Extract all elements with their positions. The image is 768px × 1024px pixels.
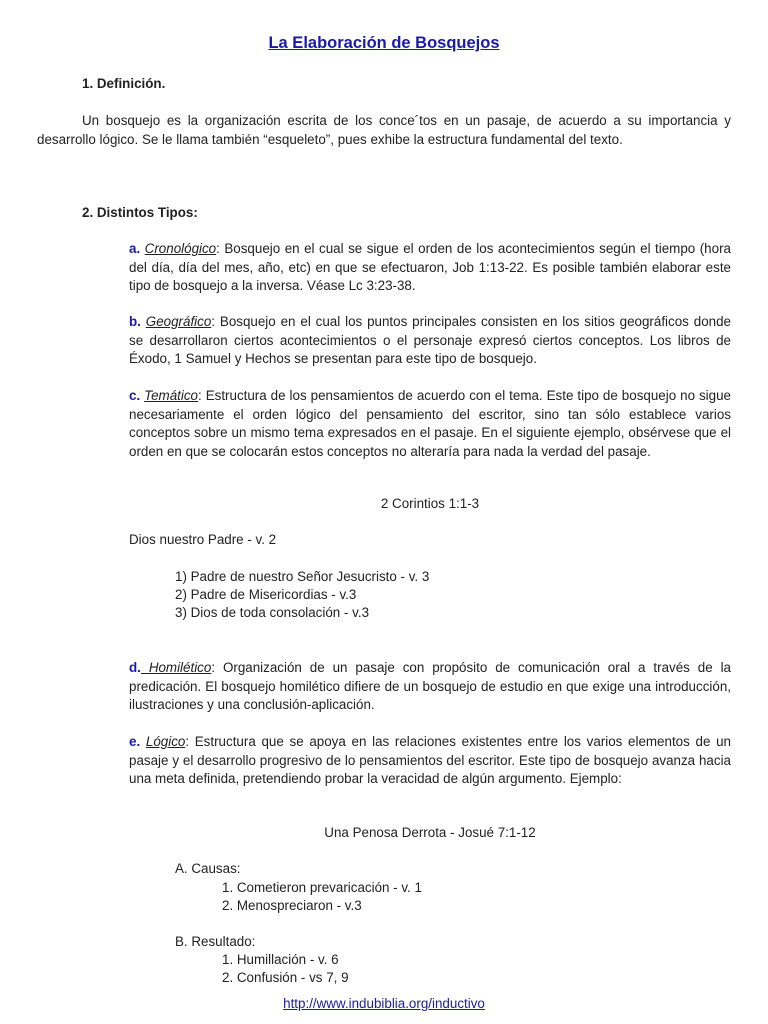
type-e-paragraph [129, 733, 731, 789]
example-1-item: 2) Padre de Misericordias - v.3 [175, 587, 357, 602]
example-1-main: Dios nuestro Padre - v. 2 [129, 532, 277, 547]
type-c-paragraph [129, 387, 731, 461]
example-2-reference: Una Penosa Derrota - Josué 7:1-12 [324, 825, 536, 840]
example-2-section-b: B. Resultado: [175, 934, 256, 949]
type-b-label: b. [129, 314, 141, 329]
example-1-item: 3) Dios de toda consolación - v.3 [175, 605, 370, 620]
type-c-term: Temático [144, 388, 198, 403]
type-e-text: : Estructura que se apoya en las relaciones existentes entre los varios elementos de un pasaje y el desarrollo progresivo de lo pensamientos del escritor. Este tipo de bosquejo avanza hacia una meta definida, pretendiendo probar la veracidad de algún argumento. Ejemplo: [129, 734, 731, 786]
type-e-label: e. [129, 734, 141, 749]
example-2-section-a: A. Causas: [175, 861, 241, 876]
section-1-heading: 1. Definición. [82, 76, 166, 91]
type-a-label: a. [129, 241, 141, 256]
example-2-item: 2. Menospreciaron - v.3 [222, 898, 362, 913]
type-b-paragraph [129, 313, 731, 369]
example-1-item: 1) Padre de nuestro Señor Jesucristo - v. 3 [175, 569, 430, 584]
type-c-text: : Estructura de los pensamientos de acuerdo con el tema. Este tipo de bosquejo no sigue necesariamente el orden lógico del pensamiento del escritor, sino tan sólo establece varios conceptos sobre un mismo tema expresados en el pasaje. En el siguiente ejemplo, obsérvese que el orden en que se colocarán estos conceptos no alteraría para nada la verdad del pasaje. [129, 388, 731, 459]
type-d-term: Homilético [140, 660, 212, 675]
type-c-label: c. [129, 388, 141, 403]
type-d-text: : Organización de un pasaje con propósito de comunicación oral a través de la predicación. El bosquejo homilético difiere de un bosquejo de estudio en que exige una introducción, ilustraciones y una conclusión-aplicación. [129, 660, 731, 712]
example-2-item: 1. Humillación - v. 6 [222, 952, 339, 967]
page-title: La Elaboración de Bosquejos [268, 34, 500, 52]
definition-text: Un bosquejo es la organización escrita de los conce´tos en un pasaje, de acuerdo a su importancia y desarrollo lógico. Se le llama también “esqueleto”, pues exhibe la estructura fundamental del texto. [37, 113, 731, 147]
type-d-label: d. [129, 660, 141, 675]
example-2-item: 1. Cometieron prevaricación - v. 1 [222, 880, 422, 895]
type-b-term: Geográfico [145, 314, 212, 329]
section-2-heading: 2. Distintos Tipos: [82, 205, 198, 220]
type-a-paragraph [129, 240, 731, 296]
example-2-item: 2. Confusión - vs 7, 9 [222, 970, 349, 985]
type-e-term: Lógico [145, 734, 186, 749]
footer-link[interactable]: http://www.indubiblia.org/inductivo [283, 996, 485, 1011]
type-a-text: : Bosquejo en el cual se sigue el orden de los acontecimientos según el tiempo (hora del día, día del mes, año, etc) en que se efectuaron, Job 1:13-22. Es posible también elaborar este tipo de bosquejo a la inversa. Véase Lc 3:23-38. [129, 241, 731, 293]
type-a-term: Cronológico [144, 241, 217, 256]
type-d-paragraph [129, 659, 731, 715]
type-b-text: : Bosquejo en el cual los puntos principales consisten en los sitios geográficos donde se desarrollaron ciertos acontecimientos o el personaje expresó ciertos conceptos. Los libros de Éxodo, 1 Samuel y Hechos se presentan para este tipo de bosquejo. [129, 314, 731, 366]
example-1-reference: 2 Corintios 1:1-3 [380, 496, 480, 511]
